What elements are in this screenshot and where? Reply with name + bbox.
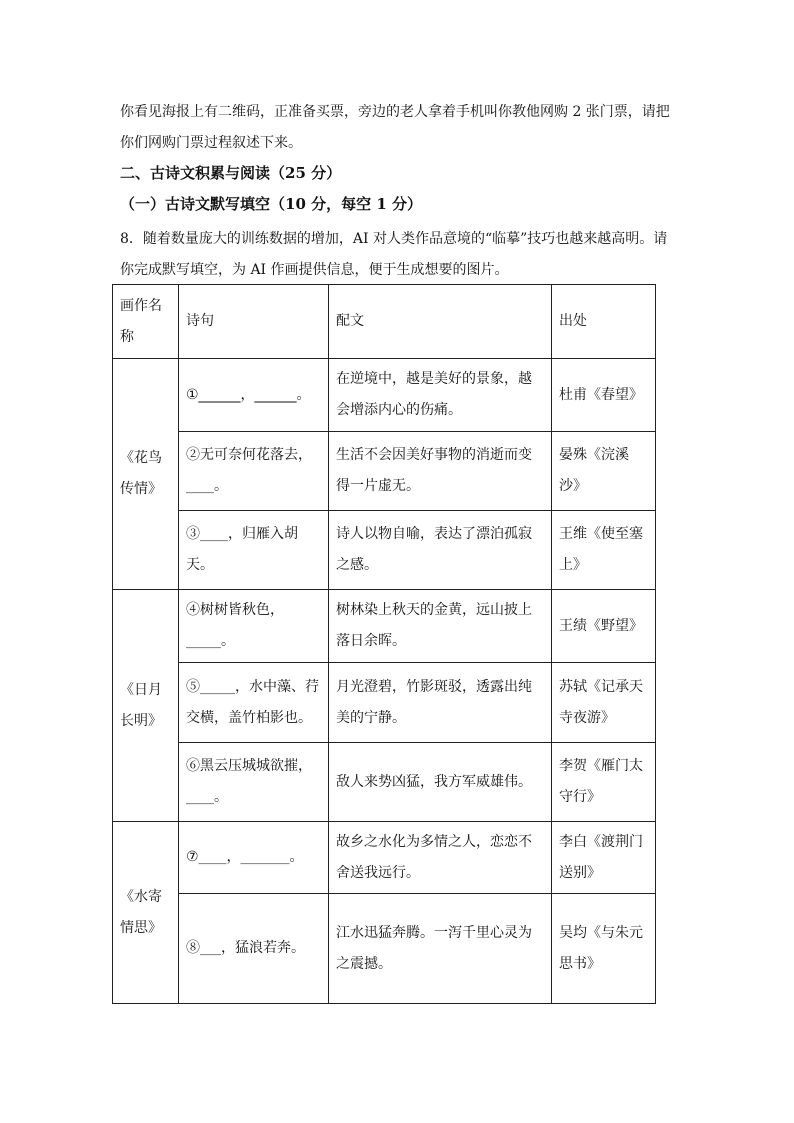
table-row — [113, 822, 656, 894]
painting-name: 《水寄情思》 — [113, 822, 179, 1004]
source-cell: 苏轼《记承天寺夜游》 — [552, 663, 656, 743]
table-row — [113, 894, 656, 1004]
poem-line-blank[interactable]: ④树树皆秋色，_____。 — [179, 590, 329, 663]
header-caption: 配文 — [329, 285, 552, 359]
source-cell: 吴均《与朱元思书》 — [552, 894, 656, 1004]
caption-cell: 在逆境中，越是美好的景象，越会增添内心的伤痛。 — [329, 359, 552, 432]
table-row — [113, 590, 656, 663]
source-cell: 王绩《野望》 — [552, 590, 656, 663]
table-row — [113, 432, 656, 511]
caption-cell: 生活不会因美好事物的消逝而变得一片虚无。 — [329, 432, 552, 511]
table-row — [113, 743, 656, 822]
poem-table — [112, 284, 656, 1004]
subsection-heading: （一）古诗文默写填空（10 分，每空 1 分） — [120, 195, 422, 213]
header-painting-name: 画作名称 — [113, 285, 179, 359]
poem-line-blank[interactable]: ②无可奈何花落去，____。 — [179, 432, 329, 511]
source-cell: 李白《渡荆门送别》 — [552, 822, 656, 894]
poem-line-blank[interactable]: ⑥黑云压城城欲摧，____。 — [179, 743, 329, 822]
caption-cell: 诗人以物自喻，表达了漂泊孤寂之感。 — [329, 511, 552, 590]
poem-line-blank[interactable]: ③____，归雁入胡天。 — [179, 511, 329, 590]
painting-name: 《日月长明》 — [113, 590, 179, 822]
section-heading: 二、古诗文积累与阅读（25 分） — [120, 164, 342, 182]
source-cell: 王维《使至塞上》 — [552, 511, 656, 590]
caption-cell: 敌人来势凶猛，我方军威雄伟。 — [329, 743, 552, 822]
table-row — [113, 359, 656, 432]
poem-line-blank[interactable]: ⑧___，猛浪若奔。 — [179, 894, 329, 1004]
source-cell: 晏殊《浣溪沙》 — [552, 432, 656, 511]
poem-line-blank[interactable]: ⑤_____，水中藻、荇交横，盖竹柏影也。 — [179, 663, 329, 743]
caption-cell: 月光澄碧，竹影斑驳，透露出纯美的宁静。 — [329, 663, 552, 743]
table-row — [113, 663, 656, 743]
table-row — [113, 511, 656, 590]
question-8-text: 8．随着数量庞大的训练数据的增加，AI 对人类作品意境的“临摹”技巧也越来越高明。请你完成默写填空，为 AI 作画提供信息，便于生成想要的图片。 — [120, 231, 668, 278]
caption-cell: 故乡之水化为多情之人，恋恋不舍送我远行。 — [329, 822, 552, 894]
table-header-row — [113, 285, 656, 359]
intro-paragraph: 你看见海报上有二维码，正准备买票，旁边的老人拿着手机叫你教他网购 2 张门票，请把你们网购门票过程叙述下来。 — [120, 104, 670, 151]
poem-line-blank[interactable]: ①______，______。 — [179, 359, 329, 432]
poem-line-blank[interactable]: ⑦____，_______。 — [179, 822, 329, 894]
caption-cell: 树林染上秋天的金黄，远山披上落日余晖。 — [329, 590, 552, 663]
source-cell: 杜甫《春望》 — [552, 359, 656, 432]
source-cell: 李贺《雁门太守行》 — [552, 743, 656, 822]
caption-cell: 江水迅猛奔腾。一泻千里心灵为之震撼。 — [329, 894, 552, 1004]
header-source: 出处 — [552, 285, 656, 359]
header-poem-line: 诗句 — [179, 285, 329, 359]
painting-name: 《花鸟传情》 — [113, 359, 179, 590]
